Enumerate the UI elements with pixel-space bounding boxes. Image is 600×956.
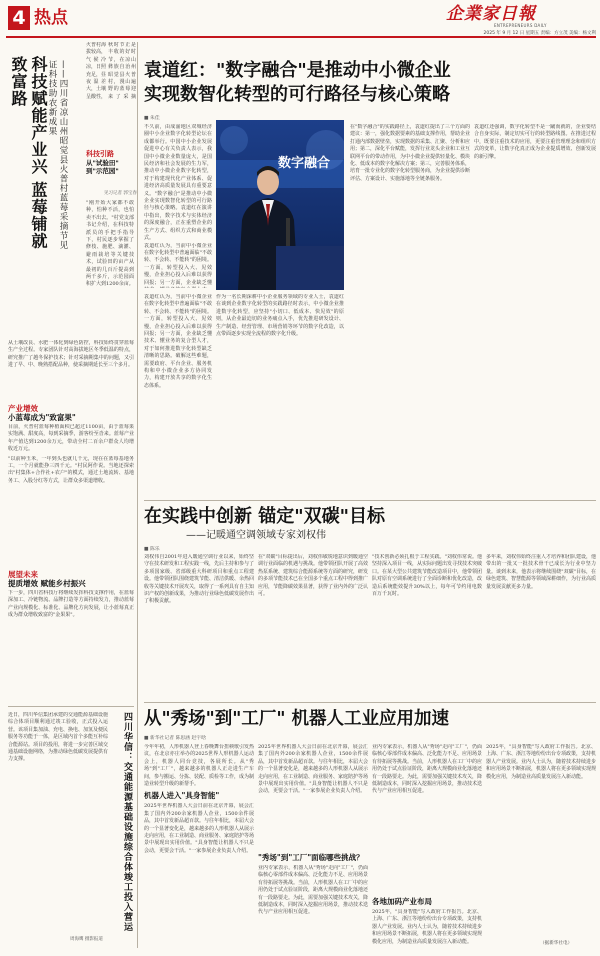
- sub3-title: 展望未来: [8, 570, 38, 579]
- sub2-title: 产业增效: [8, 404, 38, 413]
- sub2-subtitle: 小蓝莓成为"致富果": [8, 413, 76, 422]
- article2-para-d: 多年来，刘权伟始终注重人才培养和团队建设，他带出的一批又一批技术骨干已成长为行业中坚力量。谈到未来，他表示将继续围绕"双碳"目标，在绿色建筑、智慧能源等领域深耕细作，为行业高质量发展贡献更多力量。: [486, 554, 596, 590]
- article1-col-3: [350, 124, 470, 494]
- feature-para-6: 下一步，四川省科技厅将继续发挥科技支撑作用，在蓝莓深加工、冷链物流、品牌打造等方面持续发力，推动蓝莓产业向规模化、标准化、品牌化方向发展，让小蓝莓真正成为群众增收致富的"金果果"。: [8, 590, 134, 619]
- left-lead-2: [86, 42, 106, 100]
- article3-sub-2: "秀场"到"工厂"面临哪些挑战？: [258, 853, 364, 862]
- feature-body-4: [8, 424, 134, 564]
- article1-para-d: 在"数字融合"的实践路径上，袁道红提出了三个方面的建议：第一，强化数据要素的基础支撑作用，帮助企业打通内部数据壁垒，实现数据的采集、汇聚、分析和应用；第二，深化平台赋能，发挥行业龙头企业和工业互联网平台的带动作用，为中小微企业提供轻量化、模块化、低成本的数字化解决方案；第三，完善服务体系，培育一批专业化的数字化转型服务商，为企业提供诊断评估、方案设计、实施落地等全链条服务。: [350, 124, 470, 182]
- article1-para-b2: 袁道红认为，当前中小微企业在数字化转型中普遍面临"不敢转、不会转、不能转"的困境。一方面，转型投入大、见效慢，企业担心投入后难以获得回报；另一方面，企业缺乏懂技术、懂业务的复合型人才，对于如何推进数字化转型缺乏清晰的思路。破解这些难题，需要政府、平台企业、服务机构和中小微企业多方协同发力，构建开放共享的数字化生态体系。: [144, 294, 212, 389]
- paper-logo-en: ENTREPRENEURS DAILY: [494, 23, 547, 28]
- article1-para-a: 不久前，由成渝地区双城经济圈中小企业数字化转型论坛在成都举行。中国中小企业发展促进中心有关负责人表示，我国中小微企业数量庞大，是国民经济和社会发展的生力军，推动中小微企业数字化转型，对于构建现代化产业体系、促进经济高质量发展具有重要意义。"数字融合"是推动中小微企业实现数智化转型的可行路径与核心策略。袁道红在演讲中指出，数字技术与实体经济的深度融合，正在重塑企业的生产方式、组织方式和商业模式。: [144, 124, 212, 242]
- article2-para-a: 刘权伟自2001年进入暖通空调行业以来，始终坚守在技术研发和工程实践一线，先后主持和参与了多项国家级、省部级重大科研项目和重点工程建设。他带领团队围绕建筑节能、清洁供暖、余热回收等关键技术开展攻关，取得了一系列具有自主知识产权的创新成果，为推动行业绿色低碳发展作出了积极贡献。: [144, 554, 254, 605]
- article3-para-d: 2025年，"具身智能"写入政府工作报告。北京、上海、广东、浙江等地纷纷出台专项政策，支持机器人产业发展。业内人士认为，随着技术持续进步和应用场景不断拓展，机器人将在更多领域实现规模化应用，为制造业高质量发展注入新动能。: [372, 909, 482, 945]
- page-number-badge: 4: [8, 6, 30, 30]
- article3-col-3: [372, 744, 482, 948]
- left-bottom-body: 近日，四川华信集团承建的交通能源基础设施综合体项目顺利通过竣工验收，正式投入运营。该项目集加油、充电、换电、加氢及便民服务等功能于一体，是区域内首个多能互补综合能源站。项目的投用，将进一步完善区域交通基础设施网络，为推动绿色低碳发展提供有力支撑。: [8, 712, 108, 763]
- article2-title: 在实践中创新 锚定"双碳"目标: [144, 506, 386, 527]
- article3-col-2: [258, 744, 368, 948]
- article2-col-4: [486, 554, 596, 698]
- feature-para-5: "以前种玉米，一年到头也就几千元，现在在蓝莓基地务工，一个月就能挣三四千元。"村民阿作说。当地还探索出"村集体+合作社+农户"的模式，通过土地流转、基地务工、入股分红等方式，让群众多渠道增收。: [8, 455, 134, 484]
- feature-para-3b: 从土壤改良、水肥一体化到绿色防控，科技始终贯穿蓝莓生产全过程。专家团队针对高海拔地区冬季低温的特点，研究推广了越冬保护技术；针对采摘期集中的问题，又引进了早、中、晚熟搭配品种，使采摘期延长至三个多月。: [8, 340, 134, 369]
- article1-title-1: 袁道红："数字融合"是推动中小微企业: [144, 60, 451, 81]
- article2-col-2: [258, 554, 368, 698]
- reporter-line: 见习记者 郭宝春: [104, 191, 137, 196]
- sub3-head: [8, 570, 134, 588]
- left-bottom-author: 周海鹰 摄影报道: [70, 937, 103, 942]
- article1-col-4: [474, 124, 596, 494]
- article2-para-c: "技术创新必须扎根于工程实践。"刘权伟常说。他坚持深入项目一线，从实际问题出发寻找技术突破口。在某大型公共建筑节能改造项目中，他带领团队对原有空调系统进行了全面诊断和优化改造，改造后系统能效提升30%以上，每年可节约用电数百万千瓦时。: [372, 554, 482, 598]
- article2-para-b: 在"双碳"目标提出后，刘权伟敏锐地意识到暖通空调行业面临的机遇与挑战。他带领团队开展了高效热泵系统、建筑综合能源系统等方面的研究，研发的多项节能技术已在全国多个重点工程中得到推广应用，节能降碳效果显著，获得了业内外的广泛认可。: [258, 554, 368, 598]
- article2-byline: ■ 陈乐: [144, 547, 160, 552]
- masthead: [0, 0, 600, 34]
- left-bottom-text: [8, 712, 108, 944]
- column-separator: [137, 42, 138, 948]
- feature-body-wide: [8, 340, 134, 400]
- article3-col-1: [144, 744, 254, 948]
- article3-sub-1: 机器人进入"具身智能": [144, 791, 220, 801]
- article1-title-2: 实现数智化转型的可行路径与核心策略: [144, 84, 450, 105]
- left-bottom-rule: [8, 706, 134, 707]
- feature-vertical-subtitle: ——四川省凉山州昭觉县火普村蓝莓采摘节见证科技助农新成果: [47, 60, 68, 250]
- article1-col-2: [216, 294, 344, 494]
- dateline: 2025 年 9 月 12 日 星期五 责编：方立茂 美编：杨文利: [483, 31, 596, 36]
- left-bottom-title: 四川华信：交通能源基础设施综合体竣工投入营运: [122, 712, 132, 932]
- article1-photo: [216, 120, 344, 290]
- article3-para-b2: 2025年世界机器人大会日前在北京开幕，展会汇集了国内外200余家机器人企业，1500余件展品，其中首发新品超百款。与往年相比，本届大会的一个显著变化是，越来越多的人形机器人从展示走向应用，在工业制造、商业服务、家庭陪护等场景中展现出实用价值。"具身智能让机器人不只是会动，更要会干活。"一家参展企业负责人介绍。: [258, 744, 368, 795]
- feature-body-6: [8, 590, 134, 700]
- article1-col-1: [144, 124, 212, 288]
- article3-para-b: 2025年世界机器人大会日前在北京开幕，展会汇集了国内外200余家机器人企业，1500余件展品，其中首发新品超百款。与往年相比，本届大会的一个显著变化是，越来越多的人形机器人从展示走向应用，在工业制造、商业服务、家庭陪护等场景中展现出实用价值。"具身智能让机器人不只是会动，更要会干活。"一家参展企业负责人介绍。: [144, 803, 254, 854]
- article3-sub-3: 各地加码产业布局: [372, 897, 432, 906]
- article3-byline: ■ 新华社记者 陈思涵 赵宇晗: [144, 736, 206, 741]
- article3-para-c2: 业内专家表示，机器人从"秀场"走向"工厂"，仍面临核心零部件成本偏高、泛化能力不足、应用场景有待拓展等挑战。当前，人形机器人在工厂中的应用仍处于试点验证阶段，距离大规模商业化落地还有一段路要走。为此，需要加强关键技术攻关，降低制造成本，同时深入挖掘应用场景，推动技术迭代与产业应用相互促进。: [372, 744, 482, 795]
- article1-para-b: 袁道红认为，当前中小微企业在数字化转型中普遍面临"不敢转、不会转、不能转"的困境。一方面，转型投入大、见效慢，企业担心投入后难以获得回报；另一方面，企业缺乏懂: [144, 242, 212, 286]
- masthead-rule: [6, 36, 596, 38]
- tip-sub-2: 到"示范园": [86, 167, 119, 175]
- article1-byline: ■ 朱佳: [144, 116, 160, 121]
- article3-para-a: 今年年初，人形机器人登上春晚舞台扭秧歌引发热议，在北京亦庄举办的2025世界人形机器人运动会上，机器人同台竞技，各展所长。从"秀场"到"工厂"，越来越多的机器人正走进生产车间，参与搬运、分拣、装配、质检等工作，成为制造业转型升级的新帮手。: [144, 744, 254, 788]
- feature-vertical-title: 科技赋能产业兴 蓝莓铺就致富路: [9, 56, 48, 250]
- feature-tip-box: [86, 150, 134, 188]
- article3-title: 从"秀场"到"工厂" 机器人工业应用加速: [144, 709, 450, 729]
- article3-col-4: [486, 744, 596, 940]
- sub2-head: [8, 404, 134, 422]
- article1-col-1b: [144, 294, 212, 494]
- article3-para-c: 业内专家表示，机器人从"秀场"走向"工厂"，仍面临核心零部件成本偏高、泛化能力不足、应用场景有待拓展等挑战。当前，人形机器人在工厂中的应用仍处于试点验证阶段，距离大规模商业化落地还有一段路要走。为此，需要加强关键技术攻关，降低制造成本，同时深入挖掘应用场景，推动技术迭代与产业应用相互促进。: [258, 865, 368, 916]
- article1-rule: [144, 500, 596, 501]
- feature-para-2: "刚开始大家都不敢种，怕种不活，也怕卖不出去。"村党支部书记介绍，在科技特派员的手把手指导下，村民逐步掌握了修枝、施肥、滴灌、避雨栽培等关键技术，试验田的亩产从最初的几百斤提高到两千多斤，示范园面积扩大到1200余亩。: [86, 200, 134, 288]
- photo-screen-text: 数字融合: [278, 156, 331, 171]
- feature-para-4: 目前，火普村蓝莓种植面积已超过1100亩，由于蓝莓果实饱满、甜度高，每到采摘季，游客纷至沓来。蓝莓产业年产值达到1200余万元，带动全村二百余户群众人均增收近万元。: [8, 424, 134, 453]
- article2-rule: [144, 702, 596, 703]
- paper-logo: 企業家日報: [446, 4, 536, 24]
- article3-para-d2: 2025年，"具身智能"写入政府工作报告。北京、上海、广东、浙江等地纷纷出台专项政策，支持机器人产业发展。业内人士认为，随着技术持续进步和应用场景不断拓展，机器人将在更多领域实现规模化应用，为制造业高质量发展注入新动能。: [486, 744, 596, 780]
- article2-subtitle: ——记暖通空调领域专家刘权伟: [186, 530, 326, 541]
- lead-text-2: 火普村海拔较高，气候冷凉，日照充足，昼夜温差大，土壤呈酸性，: [86, 42, 106, 100]
- article3-source: （据新华社电）: [540, 941, 573, 946]
- left-lead: [108, 42, 136, 100]
- tip-title: 科技引路: [86, 150, 114, 158]
- article2-col-3: [372, 554, 482, 698]
- section-name: 热点: [34, 8, 68, 28]
- tip-sub-1: 从"试验田": [86, 159, 119, 167]
- sub3-subtitle: 提质增效 赋能乡村振兴: [8, 579, 86, 588]
- article1-para-c: 作为一名长期深耕中小企业服务领域的专业人士，袁道红在谈到企业数字化转型的实践路径时表示，中小微企业推进数字化转型，应坚持"小切口、低成本、快见效"的原则，从企业最迫切的业务痛点入手，优先推进研发设计、生产制造、经营管理、市场营销等环节的数字化改造，以点带面逐步实现全流程的数字化升级。: [216, 294, 344, 338]
- article2-col-1: [144, 554, 254, 698]
- article1-para-e: 袁道红还强调，数字化转型不是一蹴而就的，企业要结合自身实际，制定切实可行的转型路线图。在推进过程中，既要注重技术的应用，更要注重管理理念和组织方式的变革，让数字化真正成为企业提质增效、创新发展的新引擎。: [474, 124, 596, 160]
- lead-text: 秋时节正是丰收的好时节，在凉山彝族自治州昭觉县火普村，漫山遍野的蓝莓迎来了采摘: [108, 42, 136, 100]
